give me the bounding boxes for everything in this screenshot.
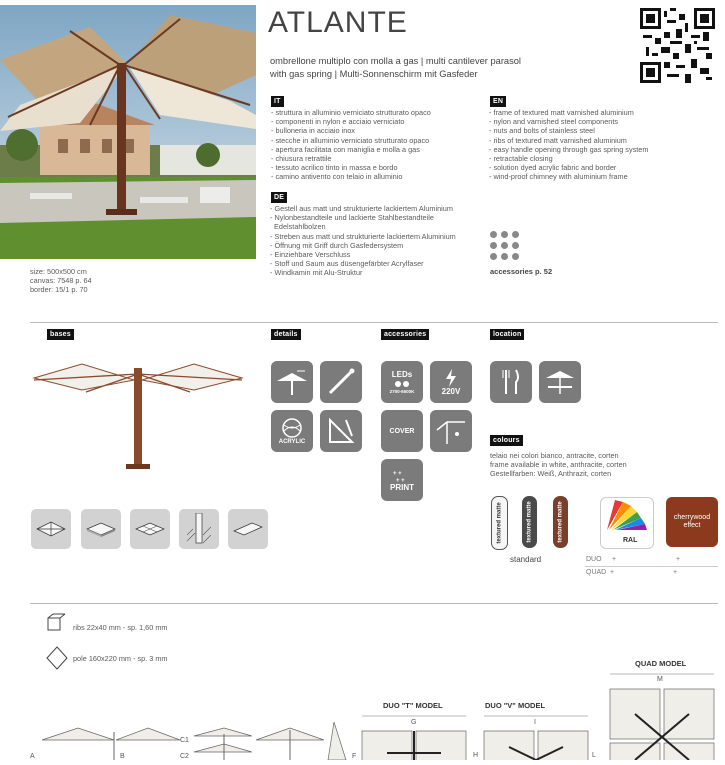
feature-line: - nylon and varnished steel components	[489, 117, 618, 127]
dim-i-label: I	[534, 719, 536, 726]
subtitle-line-2: with gas spring | Multi-Sonnenschirm mit Gasfeder	[270, 69, 478, 79]
dim-c2-label: C2	[180, 753, 189, 760]
spec-canvas: canvas: 7548 p. 64	[30, 276, 92, 286]
accessories-dots-icon	[490, 231, 524, 265]
accessories-page-ref[interactable]: accessories p. 52	[490, 267, 553, 276]
german-features	[270, 204, 456, 278]
ral-label: RAL	[623, 537, 638, 544]
feature-line: - Windkamin mit Alu-Struktur	[270, 268, 363, 278]
feature-line: - ribs of textured matt varnished aluminium	[489, 135, 627, 145]
dim-h-label: H	[473, 752, 479, 759]
rib-profile-icon	[45, 612, 67, 639]
feature-line: - stecche in alluminio verniciato strutturato opaco	[271, 135, 430, 145]
dim-f-label: F	[352, 753, 357, 760]
duo-label: DUO	[586, 556, 602, 563]
print-label: PRINT	[390, 482, 414, 492]
cherrywood-swatch[interactable]	[666, 497, 718, 547]
colours-line-de: Gestellfarben: Weiß, Anthrazit, corten	[490, 469, 612, 479]
ral-swatch[interactable]	[600, 497, 654, 549]
dim-m-label: M	[657, 676, 663, 683]
spec-size: size: 500x500 cm	[30, 267, 87, 276]
feature-line: Edelstahlbolzen	[270, 222, 326, 232]
section-details: details	[271, 329, 301, 340]
cover-label: COVER	[389, 427, 415, 435]
anthracite-swatch[interactable]: textured matte	[522, 496, 537, 548]
terrace-location-icon[interactable]	[539, 361, 581, 403]
lang-tag-it: IT	[271, 96, 284, 107]
feature-line: - Stoff und Saum aus düsengefärbter Acrylfaser	[270, 259, 424, 269]
feature-line: - chiusura retrattile	[271, 154, 332, 164]
product-photo	[0, 5, 256, 259]
feature-line: - Streben aus matt und strukturierte lackiertem Aluminium	[270, 231, 456, 241]
qr-code[interactable]	[640, 8, 715, 83]
spec-border: border: 15/1 p. 70	[30, 285, 88, 295]
dim-l-label: L	[592, 752, 596, 759]
leds-accessory-icon[interactable]	[381, 361, 423, 403]
feature-line: - camino antivento con telaio in alluminio	[271, 172, 403, 182]
duo-v-title: DUO "V" MODEL	[485, 701, 546, 710]
acrylic-detail-icon[interactable]	[271, 410, 313, 452]
lang-tag-en: EN	[490, 96, 506, 107]
cover-accessory-icon[interactable]	[381, 410, 423, 452]
duo-t-drawing	[360, 713, 470, 765]
gas-spring-detail-icon[interactable]	[320, 361, 362, 403]
quad-title: QUAD MODEL	[635, 659, 687, 668]
leds-label: LEDs	[391, 370, 413, 379]
base-cross-icon[interactable]	[31, 509, 71, 549]
base-tiles-icon[interactable]	[130, 509, 170, 549]
feature-line: - struttura in alluminio verniciato strutturato opaco	[271, 108, 431, 117]
feature-line: - frame of textured matt varnished aluminium	[489, 108, 634, 117]
feature-line: - solution dyed acrylic fabric and border	[489, 163, 617, 173]
colours-line-it: telaio nei colori bianco, antracite, corten	[490, 451, 619, 460]
section-colours: colours	[490, 435, 523, 446]
colours-line-en: frame available in white, anthracite, corten	[490, 460, 627, 470]
pole-profile-icon	[45, 645, 69, 676]
base-plate-icon[interactable]	[81, 509, 121, 549]
standard-label: standard	[510, 555, 542, 564]
feature-line: - retractable closing	[489, 154, 553, 164]
feature-line: - Nylonbestandteile und lackierte Stahlbestandteile	[270, 213, 434, 223]
base-ground-icon[interactable]	[179, 509, 219, 549]
section-location: location	[490, 329, 524, 340]
cherrywood-label: cherrywood effect	[673, 514, 711, 529]
duo-t-title: DUO "T" MODEL	[383, 701, 443, 710]
subtitle-line-1: ombrellone multiplo con molla a gas | multi cantilever parasol	[270, 56, 521, 66]
quad-label: QUAD	[586, 569, 607, 576]
dim-c1-label: C1	[180, 737, 189, 744]
restaurant-location-icon[interactable]	[490, 361, 532, 403]
specs	[30, 267, 92, 295]
leds-range-label: 2700-6500K	[389, 389, 415, 394]
feature-line: - tessuto acrilico tinto in massa e bordo	[271, 163, 398, 173]
feature-line: - Öffnung mit Griff durch Gasfedersystem	[270, 240, 404, 250]
feature-line: - easy handle opening through gas spring system	[489, 144, 649, 154]
retractable-detail-icon[interactable]	[271, 361, 313, 403]
divider	[30, 603, 718, 604]
svg-text:+ +: + +	[393, 470, 402, 477]
dim-g-label: G	[411, 719, 417, 726]
english-features	[489, 108, 648, 182]
colours-description	[490, 451, 627, 479]
power-220v-accessory-icon[interactable]	[430, 361, 472, 403]
corten-swatch[interactable]: textured matte	[553, 496, 568, 548]
pole-profile-text: pole 160x220 mm - sp. 3 mm	[73, 654, 168, 663]
feature-line: - Einziehbare Verschluss	[270, 250, 351, 260]
rib-profile-text: ribs 22x40 mm - sp. 1,60 mm	[73, 623, 168, 632]
feature-line: - bulloneria in acciaio inox	[271, 126, 355, 136]
section-accessories: accessories	[381, 329, 429, 340]
side-elevation-drawings	[30, 722, 360, 765]
feature-line: - wind-proof chimney with aluminium frame	[489, 172, 628, 182]
print-accessory-icon[interactable]	[381, 459, 423, 501]
duo-v-drawing	[472, 713, 596, 765]
feature-line: - Gestell aus matt und strukturierte lackiertem Aluminium	[270, 204, 453, 213]
dim-a-label: A	[30, 753, 35, 760]
acrylic-label: ACRYLIC	[278, 439, 306, 445]
base-flat-icon[interactable]	[228, 509, 268, 549]
section-bases: bases	[47, 329, 74, 340]
feature-line: - apertura facilitata con maniglia e molla a gas	[271, 144, 420, 154]
quad-drawing	[606, 671, 718, 765]
svg-text:+ +: + +	[396, 477, 405, 483]
volt-label: 220V	[441, 386, 461, 396]
dim-b-label: B	[120, 753, 125, 760]
product-title: ATLANTE	[268, 6, 408, 39]
aluminium-profile-detail-icon[interactable]	[320, 410, 362, 452]
white-swatch[interactable]: textured matte	[491, 496, 508, 550]
heater-accessory-icon[interactable]	[430, 410, 472, 452]
italian-features	[271, 108, 431, 182]
lang-tag-de: DE	[271, 192, 287, 203]
availability-table: DUO + + QUAD + +	[585, 556, 718, 578]
umbrella-drawing	[30, 358, 246, 478]
feature-line: - nuts and bolts of stainless steel	[489, 126, 595, 136]
divider	[30, 322, 718, 323]
feature-line: - componenti in nylon e acciaio verniciato	[271, 117, 405, 127]
